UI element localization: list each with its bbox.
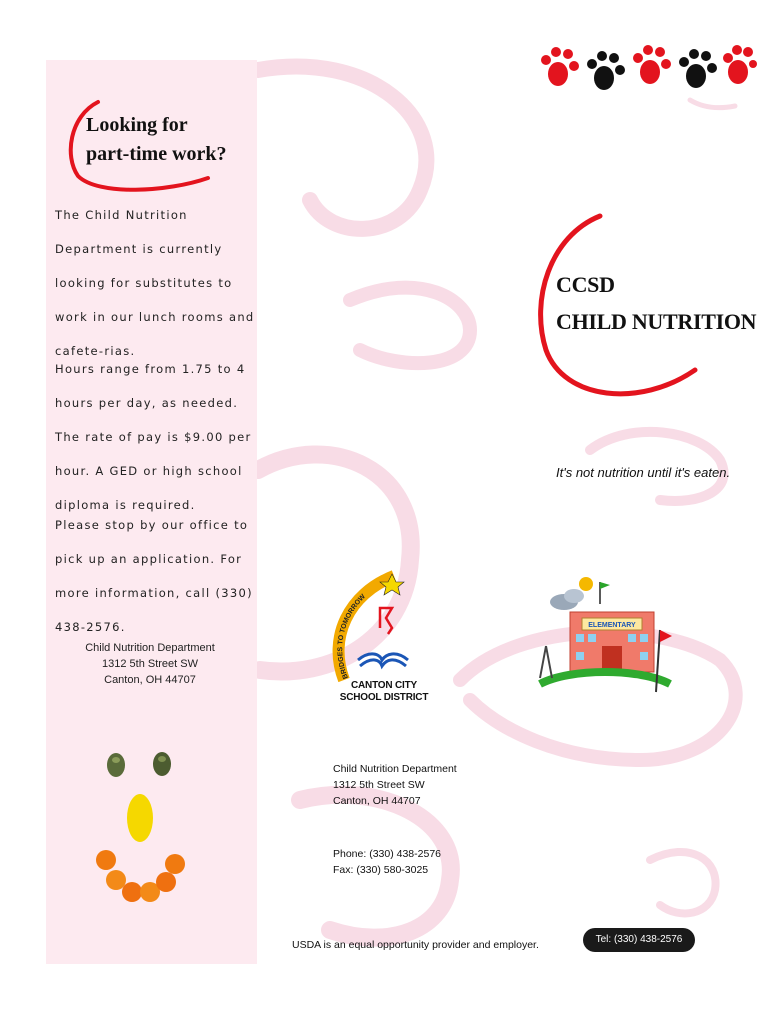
hours-paragraph: Hours range from 1.75 to 4 hours per day, as needed. The rate of pay is $9.00 per hour. A GED or high school diploma is required. bbox=[55, 362, 252, 512]
usda-statement: USDA is an equal opportunity provider and employer. bbox=[292, 939, 539, 951]
district-name-line1: CANTON CITY bbox=[351, 680, 417, 691]
contact-paragraph: Please stop by our office to pick up an application. For more information, call (330) 438-2576. bbox=[55, 518, 253, 634]
address-street: 1312 5th Street SW bbox=[102, 658, 198, 670]
middle-address-department: Child Nutrition Department bbox=[333, 763, 457, 775]
middle-address-street: 1312 5th Street SW bbox=[333, 779, 425, 791]
phone-number: Phone: (330) 438-2576 bbox=[333, 848, 441, 860]
svg-text:BRIDGES TO TOMORROW bbox=[337, 593, 367, 680]
fax-number: Fax: (330) 580-3025 bbox=[333, 864, 429, 876]
school-sign-text: ELEMENTARY bbox=[588, 622, 636, 629]
district-arc-text: BRIDGES TO TOMORROW bbox=[337, 593, 367, 680]
middle-address-city: Canton, OH 44707 bbox=[333, 795, 421, 807]
middle-address bbox=[333, 761, 457, 809]
heading-looking-for: Looking for bbox=[86, 114, 188, 136]
left-address bbox=[60, 640, 240, 688]
heading-part-time-work: part-time work? bbox=[86, 143, 227, 165]
address-department: Child Nutrition Department bbox=[85, 642, 215, 654]
tel-badge: Tel: (330) 438-2576 bbox=[583, 928, 695, 952]
district-logo bbox=[330, 568, 430, 718]
elementary-school-image bbox=[530, 572, 680, 702]
address-city: Canton, OH 44707 bbox=[104, 674, 196, 686]
fruit-smiley-image bbox=[80, 740, 220, 940]
title-ccsd: CCSD bbox=[556, 272, 615, 297]
intro-paragraph: The Child Nutrition Department is currently looking for substitutes to work in our lunch rooms and cafete-rias. bbox=[55, 208, 255, 358]
contact-numbers bbox=[333, 846, 441, 878]
title-child-nutrition: CHILD NUTRITION bbox=[556, 309, 757, 334]
district-name-line2: SCHOOL DISTRICT bbox=[339, 692, 429, 703]
district-name bbox=[338, 680, 430, 704]
tagline: It's not nutrition until it's eaten. bbox=[556, 465, 731, 480]
paw-prints-image bbox=[538, 40, 758, 104]
